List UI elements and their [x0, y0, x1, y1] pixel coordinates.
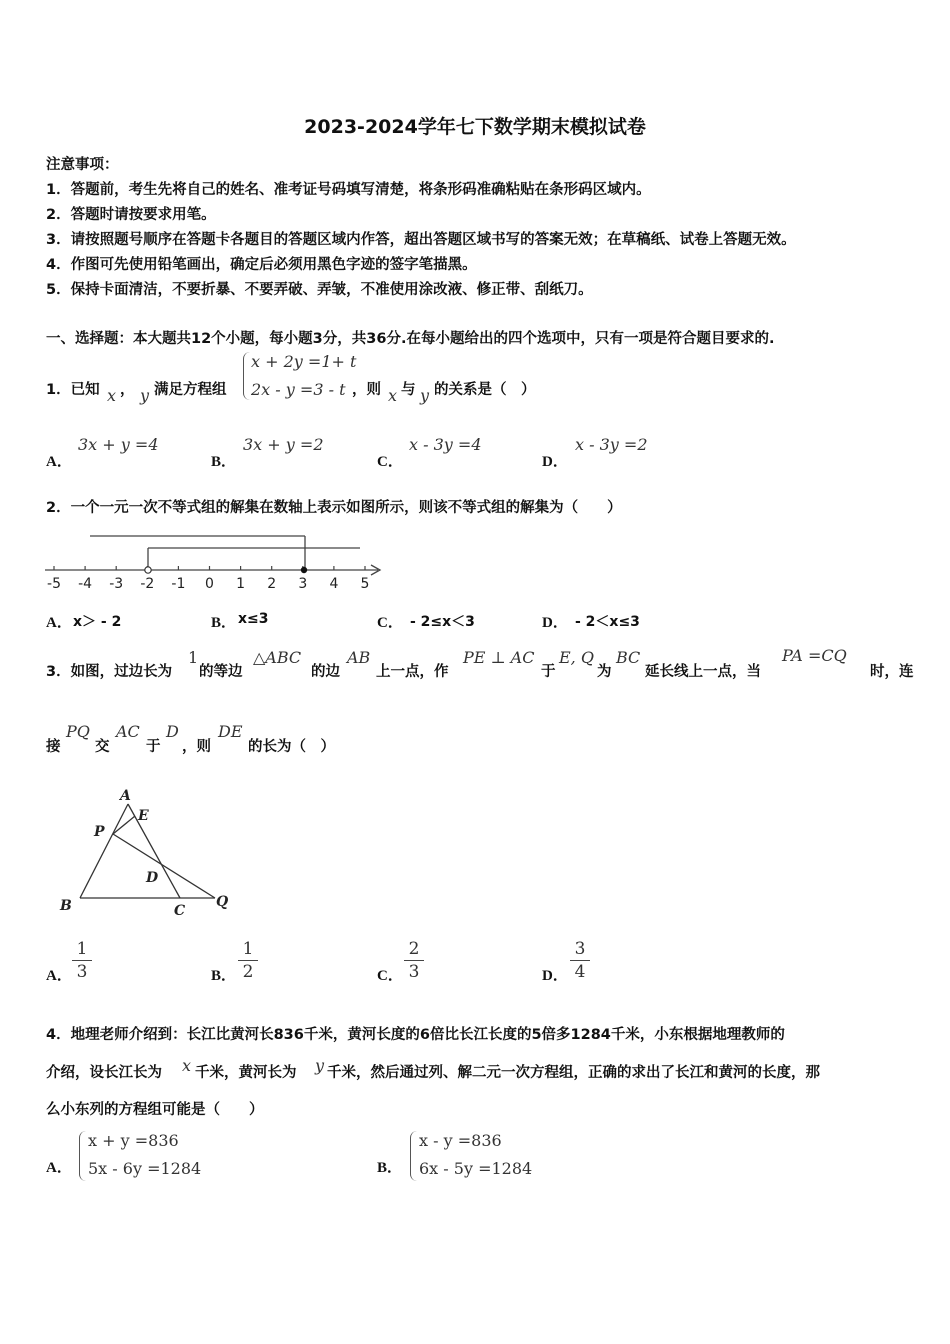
label-e: E	[138, 808, 149, 824]
q3-segment-pq: PQ	[66, 722, 90, 741]
q1-sep: ，	[120, 382, 135, 398]
notice-item-2: 2．答题时请按要求用笔。	[46, 207, 216, 223]
q1-option-b: 3x + y =2	[243, 435, 324, 454]
q1-equation-1: x + 2y =1+ t	[251, 352, 357, 371]
q4-line-2c: 千米，然后通过列、解二元一次方程组，正确的求出了长江和黄河的长度，那	[327, 1065, 820, 1081]
q1-var-y: y	[140, 386, 150, 405]
q1-question: 的关系是（ ）	[434, 382, 536, 398]
label-d: D	[146, 870, 159, 886]
q3-segment-ab: AB	[347, 648, 371, 667]
segment-pq	[113, 834, 215, 898]
q2-option-b: x≤3	[238, 611, 269, 627]
number-line-tick-label: -1	[171, 576, 186, 592]
denominator: 4	[574, 962, 586, 982]
label-q: Q	[216, 894, 229, 910]
q3-text-then: ，则	[182, 739, 211, 755]
q3-option-c-fraction	[404, 938, 424, 983]
q4-option-a-eq2: 5x - 6y =1284	[88, 1159, 202, 1178]
q4-var-x: x	[182, 1056, 192, 1075]
q3-points-eq: E, Q	[559, 648, 594, 667]
q3-option-a-label: A．	[46, 968, 72, 984]
q1-equation-2: 2x - y =3 - t	[251, 380, 346, 399]
label-b: B	[60, 898, 72, 914]
q4-var-y: y	[315, 1056, 325, 1075]
q1-option-a: 3x + y =4	[78, 435, 159, 454]
q3-option-b-label: B．	[211, 968, 237, 984]
q2-option-c-label: C．	[377, 615, 403, 631]
q3-text-at: 于	[541, 664, 556, 680]
numerator: 1	[238, 938, 258, 961]
notice-heading: 注意事项：	[46, 157, 119, 173]
q4-option-a-label: A．	[46, 1160, 72, 1176]
number-line-tick-label: 0	[205, 576, 214, 592]
q3-option-b-fraction	[238, 938, 258, 983]
q2-option-b-label: B．	[211, 615, 237, 631]
denominator: 3	[408, 962, 420, 982]
q3-option-d-label: D．	[542, 968, 568, 984]
q4-option-b-label: B．	[377, 1160, 403, 1176]
segment-pe	[113, 816, 135, 834]
numerator: 3	[570, 938, 590, 961]
q4-option-b-eq1: x - y =836	[419, 1131, 502, 1150]
q3-text-connect: 接	[46, 739, 61, 755]
q3-text-side: 的边	[311, 664, 340, 680]
q3-side-length: 1	[188, 648, 199, 667]
q4-option-a-brace	[79, 1131, 86, 1181]
q3-segment-ac: AC	[116, 722, 140, 741]
number-line-tick-label: -4	[78, 576, 93, 592]
side-ab	[80, 804, 128, 898]
q3-text-at-2: 于	[146, 739, 161, 755]
denominator: 2	[242, 962, 254, 982]
q2-option-d-label: D．	[542, 615, 568, 631]
q4-line-2b: 千米，黄河长为	[195, 1065, 297, 1081]
q3-prefix: 3．如图，过边长为	[46, 664, 173, 680]
notice-item-5: 5．保持卡面清洁，不要折暴、不要弄破、弄皱，不准使用涂改液、修正带、刮纸刀。	[46, 282, 593, 298]
q1-option-a-label: A．	[46, 454, 72, 470]
q3-condition: PA =CQ	[782, 646, 847, 665]
notice-item-1: 1．答题前，考生先将自己的姓名、准考证号码填写清楚，将条形码准确粘贴在条形码区域内。	[46, 182, 651, 198]
label-p: P	[94, 824, 105, 840]
q4-option-b-brace	[410, 1131, 417, 1181]
label-c: C	[174, 903, 186, 919]
notice-item-4: 4．作图可先使用铅笔画出，确定后必须用黑色字迹的签字笔描黑。	[46, 257, 477, 273]
number-line-tick-label: 1	[236, 576, 246, 592]
q4-line-1: 4．地理老师介绍到：长江比黄河长836千米，黄河长度的6倍比长江长度的5倍多1284千米，小东根据地理教师的	[46, 1027, 785, 1043]
q3-point-d: D	[166, 722, 179, 741]
q3-segment-de: DE	[218, 722, 243, 741]
q2-option-c: - 2≤x＜3	[410, 614, 475, 630]
number-line-tick-label: 4	[329, 576, 339, 592]
q1-option-c-label: C．	[377, 454, 403, 470]
q1-option-c: x - 3y =4	[409, 435, 482, 454]
q2-option-a: x＞ - 2	[73, 614, 122, 630]
number-line-tick-label: 2	[267, 576, 277, 592]
number-line-tick-label: 3	[298, 576, 308, 592]
q3-text-extension: 延长线上一点，当	[645, 664, 761, 680]
label-a: A	[120, 788, 131, 804]
q1-system-text: 满足方程组	[154, 382, 227, 398]
q1-option-d: x - 3y =2	[575, 435, 648, 454]
q1-option-d-label: D．	[542, 454, 568, 470]
open-point-marker	[145, 567, 151, 573]
q3-option-d-fraction	[570, 938, 590, 983]
q4-option-b-eq2: 6x - 5y =1284	[419, 1159, 533, 1178]
q3-text-point: 上一点，作	[376, 664, 449, 680]
q1-option-b-label: B．	[211, 454, 237, 470]
number-line-tick-label: -3	[109, 576, 124, 592]
triangle-figure	[50, 780, 240, 925]
q3-question: 的长为（ ）	[248, 739, 335, 755]
number-line-tick-label: -5	[47, 576, 61, 592]
q3-text-is: 为	[597, 664, 612, 680]
q1-prefix: 1．已知	[46, 382, 100, 398]
number-line-tick-label: -2	[140, 576, 155, 592]
q3-text-equilateral: 的等边	[199, 664, 243, 680]
numerator: 2	[404, 938, 424, 961]
q2-option-a-label: A．	[46, 615, 72, 631]
denominator: 3	[76, 962, 88, 982]
q1-var-x-2: x	[388, 386, 398, 405]
section-heading: 一、选择题：本大题共12个小题，每小题3分，共36分.在每小题给出的四个选项中，只有一项是符合题目要求的.	[46, 331, 775, 347]
q2-option-d: - 2＜x≤3	[575, 614, 640, 630]
q1-system-brace	[243, 352, 250, 400]
q3-option-a-fraction	[72, 938, 92, 983]
q2-text: 2．一个一元一次不等式组的解集在数轴上表示如图所示，则该不等式组的解集为（ ）	[46, 500, 622, 516]
q1-and: 与	[401, 382, 416, 398]
page-title: 2023-2024学年七下数学期末模拟试卷	[304, 116, 646, 138]
q3-segment-bc: BC	[616, 648, 641, 667]
q3-triangle: △ABC	[253, 648, 302, 667]
q4-line-2a: 介绍，设长江长为	[46, 1065, 162, 1081]
number-line-figure	[40, 528, 390, 598]
q3-perpendicular: PE ⊥ AC	[463, 648, 535, 667]
q3-text-when: 时，连	[870, 664, 914, 680]
q1-then: ，则	[352, 382, 381, 398]
filled-point-marker	[301, 567, 307, 573]
q4-option-a-eq1: x + y =836	[88, 1131, 179, 1150]
q1-var-x: x	[107, 386, 117, 405]
q3-text-intersect: 交	[95, 739, 110, 755]
number-line-tick-label: 5	[360, 576, 370, 592]
notice-item-3: 3．请按照题号顺序在答题卡各题目的答题区域内作答，超出答题区域书写的答案无效；在草稿纸、试卷上答题无效。	[46, 232, 796, 248]
q3-option-c-label: C．	[377, 968, 403, 984]
q1-var-y-2: y	[420, 386, 430, 405]
q4-line-3: 么小东列的方程组可能是（ ）	[46, 1102, 264, 1118]
numerator: 1	[72, 938, 92, 961]
